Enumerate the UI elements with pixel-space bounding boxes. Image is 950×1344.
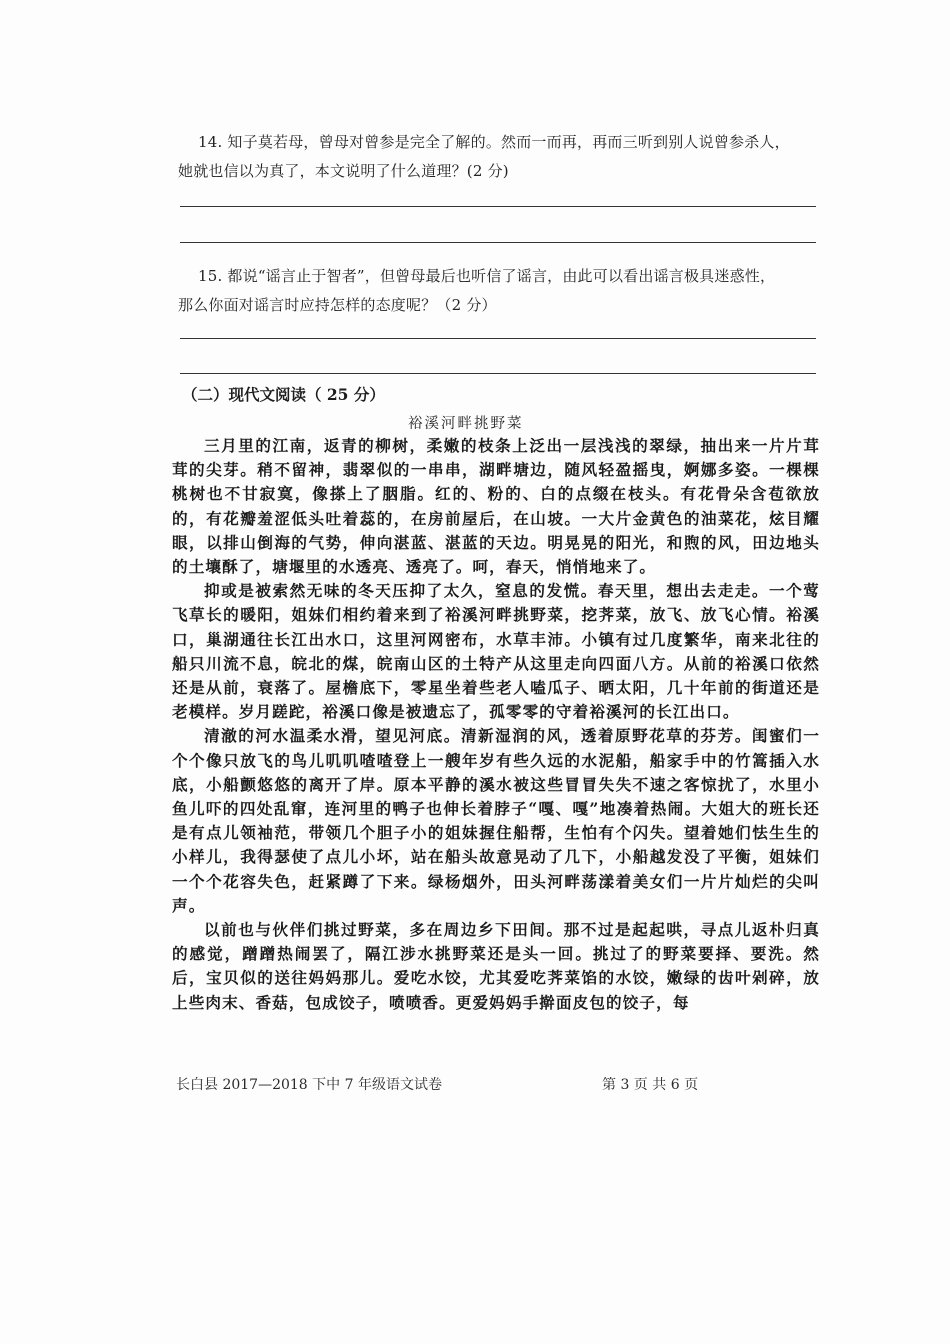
essay-paragraph: 清澈的河水温柔水滑，望见河底。清新湿润的风，透着原野花草的芬芳。闺蜜们一个个像只放飞的鸟儿叽叽喳喳登上一艘年岁有些久远的水泥船，船家手中的竹篙插入水底，小船颤悠悠的离开了岸。原本平静的溪水被这些冒冒失失不速之客惊扰了，水里小鱼儿吓的四处乱窜，连河里的鸭子也伸长着脖子“嘎、嘎”地凑着热闹。大姐大的班长还是有点儿领袖范，带领几个胆子小的姐妹握住船帮，生怕有个闪失。望着她们怯生生的小样儿，我得瑟使了点儿小坏，站在船头故意晃动了几下，小船越发没了平衡，姐妹们一个个花容失色，赶紧蹲了下来。绿杨烟外，田头河畔荡漾着美女们一片片灿烂的尖叫声。 xyxy=(172,726,820,915)
essay-paragraph: 抑或是被索然无味的冬天压抑了太久，窒息的发慌。春天里，想出去走走。一个莺飞草长的暖阳，姐妹们相约着来到了裕溪河畔挑野菜，挖荠菜，放飞、放飞心情。裕溪口，巢湖通往长江出水口，这里河网密布，水草丰沛。小镇有过几度繁华，南来北往的船只川流不息，皖北的煤，皖南山区的土特产从这里走向四面八方。从前的裕溪口依然还是从前，衰落了。屋檐底下，零星坐着些老人嗑瓜子、晒太阳，几十年前的街道还是老模样。岁月蹉跎，裕溪口像是被遗忘了，孤零零的守着裕溪河的长江出口。 xyxy=(172,581,820,722)
essay-body xyxy=(172,434,820,1015)
answer-line[interactable] xyxy=(180,242,816,243)
essay-paragraph: 以前也与伙伴们挑过野菜，多在周边乡下田间。那不过是起起哄，寻点儿返朴归真的感觉，蹭蹭热闹罢了，隔江涉水挑野菜还是头一回。挑过了的野菜要择、要洗。然后，宝贝似的送往妈妈那儿。爱吃水饺，尤其爱吃荠菜馅的水饺，嫩绿的齿叶剁碎，放上些肉末、香菇，包成饺子，喷喷香。更爱妈妈手擀面皮包的饺子，每 xyxy=(172,920,820,1012)
footer-page-number: 第 3 页 共 6 页 xyxy=(602,1077,699,1093)
essay-title: 裕溪河畔挑野菜 xyxy=(408,416,524,432)
question-14-line-2: 她就也信以为真了，本文说明了什么道理？(2 分) xyxy=(178,162,509,180)
answer-line[interactable] xyxy=(180,206,816,207)
question-14-line-1: 14. 知子莫若母，曾母对曾参是完全了解的。然而一而再，再而三听到别人说曾参杀人， xyxy=(198,133,790,151)
essay-paragraph: 三月里的江南，返青的柳树，柔嫩的枝条上泛出一层浅浅的翠绿，抽出来一片片茸茸的尖芽。稍不留神，翡翠似的一串串，湖畔塘边，随风轻盈摇曳，婀娜多姿。一棵棵桃树也不甘寂寞，像搽上了胭脂。红的、粉的、白的点缀在枝头。有花骨朵含苞欲放的，有花瓣羞涩低头吐着蕊的，在房前屋后，在山坡。一大片金黄色的油菜花，炫目耀眼，以排山倒海的气势，伸向湛蓝、湛蓝的天边。明晃晃的阳光，和煦的风，田边地头的土壤酥了，塘堰里的水透亮、透亮了。呵，春天，悄悄地来了。 xyxy=(172,436,820,577)
answer-line[interactable] xyxy=(180,373,816,374)
question-15-line-2: 那么你面对谣言时应持怎样的态度呢？（2 分） xyxy=(178,296,497,314)
section-heading: （二）现代文阅读（ 25 分） xyxy=(182,385,385,404)
question-15-line-1: 15. 都说“谣言止于智者”，但曾母最后也听信了谣言，由此可以看出谣言极具迷惑性， xyxy=(198,267,776,285)
footer-exam-title: 长白县 2017—2018 下中 7 年级语文试卷 xyxy=(176,1077,442,1093)
answer-line[interactable] xyxy=(180,338,816,339)
